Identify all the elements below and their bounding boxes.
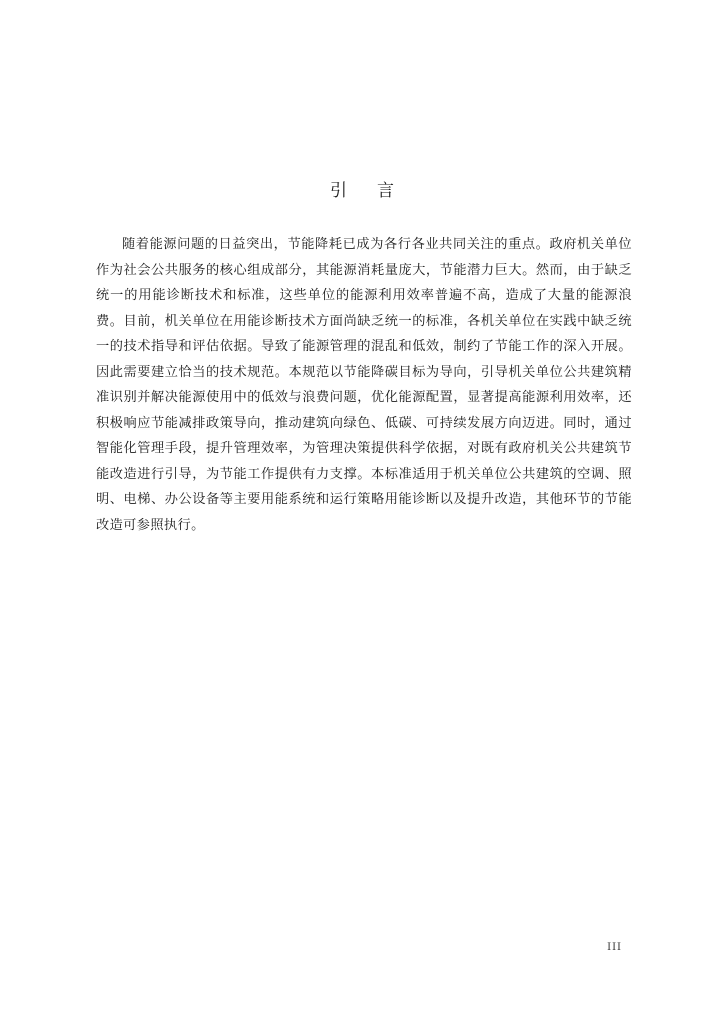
section-title: 引言 [330,181,424,201]
introduction-paragraph: 随着能源问题的日益突出，节能降耗已成为各行各业共同关注的重点。政府机关单位作为社会公共服务的核心组成部分，其能源消耗量庞大，节能潜力巨大。然而，由于缺乏统一的用能诊断技术和标准，这些单位的能源利用效率普遍不高，造成了大量的能源浪费。目前，机关单位在用能诊断技术方面尚缺乏统一的标准，各机关单位在实践中缺乏统一的技术指导和评估依据。导致了能源管理的混乱和低效，制约了节能工作的深入开展。因此需要建立恰当的技术规范。本规范以节能降碳目标为导向，引导机关单位公共建筑精准识别并解决能源使用中的低效与浪费问题，优化能源配置，显著提高能源利用效率，还积极响应节能减排政策导向，推动建筑向绿色、低碳、可持续发展方向迈进。同时，通过智能化管理手段，提升管理效率，为管理决策提供科学依据，对既有政府机关公共建筑节能改造进行引导，为节能工作提供有力支撑。本标准适用于机关单位公共建筑的空调、照明、电梯、办公设备等主要用能系统和运行策略用能诊断以及提升改造，其他环节的节能改造可参照执行。 [96,237,632,533]
page-number: III [607,942,622,953]
